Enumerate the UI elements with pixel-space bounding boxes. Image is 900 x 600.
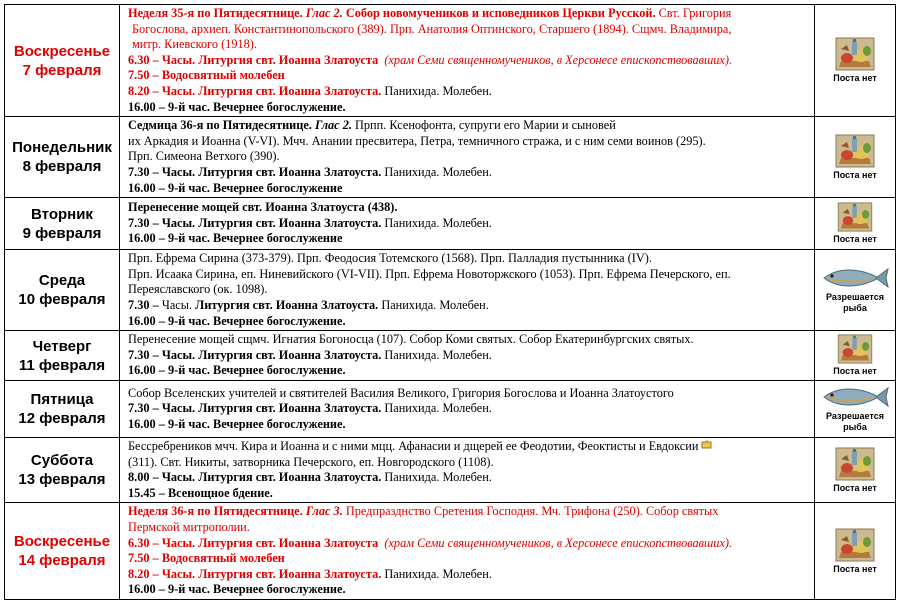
day-row xyxy=(5,503,896,600)
day-description xyxy=(120,503,815,600)
tone: Глас 2. xyxy=(314,118,352,133)
day-cell xyxy=(5,503,120,600)
day-cell xyxy=(5,117,120,198)
service-rest: Панихида. Молебен. xyxy=(384,164,492,179)
day-row xyxy=(5,381,896,438)
service-line xyxy=(128,417,810,433)
service-rest: Панихида. Молебен. xyxy=(381,297,489,312)
weekday: Суббота xyxy=(30,452,94,470)
service-name: 9-й час. Вечернее богослужение. xyxy=(167,313,346,328)
service-time: 8.00 – xyxy=(128,470,159,485)
service-line xyxy=(128,84,810,100)
food-label: Поста нет xyxy=(833,563,877,574)
service-name: Водосвятный молебен xyxy=(161,68,285,83)
lent-free-food-icon xyxy=(835,334,875,364)
fast-cell xyxy=(815,331,896,381)
service-line xyxy=(128,363,810,379)
lent-free-food-icon xyxy=(835,37,875,71)
day-description xyxy=(120,381,815,438)
service-name: Часы. xyxy=(161,297,193,312)
service-time: 16.00 – xyxy=(128,363,165,378)
service-name: 9-й час. Вечернее богослужение. xyxy=(167,582,346,597)
service-time: 16.00 – xyxy=(128,416,165,431)
day-cell xyxy=(5,250,120,331)
fast-cell xyxy=(815,381,896,438)
service-name: 9-й час. Вечернее богослужение. xyxy=(167,363,346,378)
day-row xyxy=(5,5,896,117)
service-line xyxy=(128,401,810,417)
commemoration-line: Свт. Григория xyxy=(658,6,732,20)
service-time: 15.45 – xyxy=(128,485,165,500)
tone: Глас 3. xyxy=(305,504,343,519)
service-time: 7.50 – xyxy=(128,68,159,83)
service-time: 7.30 – xyxy=(128,347,159,362)
commemoration-line: Перенесение мощей сщмч. Игнатия Богоносца (107). Собор Коми святых. Собор Екатеринбургских святых. xyxy=(128,332,694,347)
day-cell xyxy=(5,198,120,250)
service-name: Часы. Литургия свт. Иоанна Златоуста xyxy=(161,52,379,67)
day-cell xyxy=(5,438,120,503)
date: 11 февраля xyxy=(18,356,106,374)
day-cell xyxy=(5,331,120,381)
feast-title: Седмица 36-я по Пятидесятнице. xyxy=(128,118,312,133)
service-note: (храм Семи священномучеников, в Херсонесе епископствовавших). xyxy=(384,535,733,550)
fast-cell xyxy=(815,250,896,331)
service-line xyxy=(128,68,810,84)
service-time: 8.20 – xyxy=(128,83,159,98)
service-rest: Панихида. Молебен. xyxy=(384,83,492,98)
fish-icon xyxy=(820,266,890,290)
service-time: 7.30 – xyxy=(128,297,159,312)
service-rest: Панихида. Молебен. xyxy=(384,401,492,416)
service-time: 7.50 – xyxy=(128,551,159,566)
service-line xyxy=(128,536,810,552)
date: 8 февраля xyxy=(22,158,102,176)
day-cell xyxy=(5,381,120,438)
food-label: Разрешается рыба xyxy=(826,411,884,433)
weekday: Понедельник xyxy=(12,139,112,157)
service-time: 16.00 – xyxy=(128,99,165,114)
day-row xyxy=(5,331,896,381)
service-name: Часы. Литургия свт. Иоанна Златоуста. xyxy=(161,566,382,581)
fast-cell xyxy=(815,5,896,117)
service-name: 9-й час. Вечернее богослужение. xyxy=(167,99,346,114)
weekday: Пятница xyxy=(30,391,94,409)
commemoration-line: Предпразднство Сретения Господня. Мч. Трифона (250). Собор святых xyxy=(345,504,719,519)
schedule-table xyxy=(4,4,896,600)
service-rest: Панихида. Молебен. xyxy=(384,566,492,581)
service-line xyxy=(128,567,810,583)
service-name: Часы. Литургия свт. Иоанна Златоуста. xyxy=(161,470,382,485)
service-time: 7.30 – xyxy=(128,164,159,179)
date: 12 февраля xyxy=(18,410,106,428)
fast-cell xyxy=(815,198,896,250)
service-time: 6.30 – xyxy=(128,52,159,67)
service-time: 8.20 – xyxy=(128,566,159,581)
commemoration-line: их Аркадия и Иоанна (V-VI). Мчч. Анании пресвитера, Петра, темничного стража, и с ним семи воинов (295). xyxy=(128,133,706,148)
weekday: Четверг xyxy=(32,337,92,355)
service-time: 7.30 – xyxy=(128,215,159,230)
food-label: Поста нет xyxy=(833,169,877,180)
service-line xyxy=(128,181,810,197)
date: 13 февраля xyxy=(18,471,106,489)
service-line xyxy=(128,551,810,567)
service-line xyxy=(128,216,810,232)
feast-title-rest: Собор новомучеников и исповедников Церкви Русской. xyxy=(345,6,656,20)
service-line xyxy=(128,100,810,116)
service-line xyxy=(128,486,810,502)
lent-free-food-icon xyxy=(835,202,875,232)
day-row xyxy=(5,117,896,198)
commemoration-line: Прпп. Ксенофонта, супруги его Марии и сыновей xyxy=(355,118,616,133)
service-line xyxy=(128,470,810,486)
service-name: Часы. Литургия свт. Иоанна Златоуста. xyxy=(161,83,382,98)
date: 9 февраля xyxy=(22,224,102,242)
day-row xyxy=(5,198,896,250)
commemoration-line: Прп. Исаака Сирина, еп. Ниневийского (VI-VII). Прп. Ефрема Новоторжского (1053). Прп. Ефрема Печерского, еп. xyxy=(128,266,731,281)
weekday: Вторник xyxy=(31,205,93,223)
service-rest: Панихида. Молебен. xyxy=(384,347,492,362)
weekday: Воскресенье xyxy=(13,533,111,551)
commemoration-line: Прп. Ефрема Сирина (373-379). Прп. Феодосия Тотемского (1568). Прп. Палладия пустынника (IV). xyxy=(128,251,652,266)
date: 10 февраля xyxy=(18,291,106,309)
day-description xyxy=(120,438,815,503)
food-label: Поста нет xyxy=(833,234,877,245)
service-name: Часы. Литургия свт. Иоанна Златоуста. xyxy=(161,164,382,179)
food-label: Поста нет xyxy=(833,366,877,377)
lent-free-food-icon xyxy=(835,134,875,168)
day-description xyxy=(120,5,815,117)
commemoration-line: митр. Киевского (1918). xyxy=(132,37,257,52)
weekday: Среда xyxy=(38,272,86,290)
feast-title: Неделя 35-я по Пятидесятнице. xyxy=(128,6,303,20)
food-label: Поста нет xyxy=(833,73,877,84)
service-name: Всенощное бдение. xyxy=(167,485,273,500)
service-name: Водосвятный молебен xyxy=(161,551,285,566)
service-line xyxy=(128,348,810,364)
service-rest: Панихида. Молебен. xyxy=(384,470,492,485)
day-description xyxy=(120,198,815,250)
service-line xyxy=(128,314,810,330)
commemoration-line: Собор Вселенских учителей и святителей Василия Великого, Григория Богослова и Иоанна Златоустого xyxy=(128,385,674,400)
day-cell xyxy=(5,5,120,117)
service-line xyxy=(128,231,810,247)
feast-title: Перенесение мощей свт. Иоанна Златоуста (438). xyxy=(128,200,398,215)
service-time: 7.30 – xyxy=(128,401,159,416)
service-line xyxy=(128,298,810,314)
lent-free-food-icon xyxy=(835,447,875,481)
day-description xyxy=(120,117,815,198)
service-name: 9-й час. Вечернее богослужение xyxy=(167,231,343,246)
weekday: Воскресенье xyxy=(13,42,111,60)
service-line xyxy=(128,165,810,181)
feast-title: Неделя 36-я по Пятидесятнице. xyxy=(128,504,303,519)
commemoration-line: Бессребреников мчч. Кира и Иоанна и с ними мцц. Афанасии и дщерей ее Феодотии, Феоктисты и Евдоксии xyxy=(128,439,699,454)
service-rest: Панихида. Молебен. xyxy=(384,215,492,230)
service-time: 6.30 – xyxy=(128,535,159,550)
service-name: Часы. Литургия свт. Иоанна Златоуста. xyxy=(161,401,382,416)
food-label: Поста нет xyxy=(833,482,877,493)
service-time: 16.00 – xyxy=(128,231,165,246)
fast-cell xyxy=(815,117,896,198)
service-name: Литургия свт. Иоанна Златоуста. xyxy=(195,297,379,312)
commemoration-line: Прп. Симеона Ветхого (390). xyxy=(128,149,280,164)
service-time: 16.00 – xyxy=(128,313,165,328)
service-name: 9-й час. Вечернее богослужение. xyxy=(167,416,346,431)
day-description xyxy=(120,250,815,331)
service-note: (храм Семи священномучеников, в Херсонесе епископствовавших). xyxy=(384,52,733,67)
lent-free-food-icon xyxy=(835,528,875,562)
service-line xyxy=(128,53,810,69)
service-name: Часы. Литургия свт. Иоанна Златоуста. xyxy=(161,347,382,362)
date: 14 февраля xyxy=(18,552,106,570)
day-row xyxy=(5,438,896,503)
commemoration-line: Пермской митрополии. xyxy=(128,520,250,535)
food-label: Разрешается рыба xyxy=(826,292,884,314)
service-name: 9-й час. Вечернее богослужение xyxy=(167,180,343,195)
service-time: 16.00 – xyxy=(128,180,165,195)
date: 7 февраля xyxy=(22,61,102,79)
day-row xyxy=(5,250,896,331)
commemoration-line: Переяславского (ок. 1098). xyxy=(128,282,268,297)
commemoration-line: (311). Свт. Никиты, затворника Печерского, еп. Новгородского (1108). xyxy=(128,454,494,469)
service-name: Часы. Литургия свт. Иоанна Златоуста xyxy=(161,535,379,550)
tone: Глас 2. xyxy=(305,6,343,20)
fish-icon xyxy=(820,385,890,409)
service-name: Часы. Литургия свт. Иоанна Златоуста. xyxy=(161,215,382,230)
candle-icon xyxy=(701,439,712,449)
day-description xyxy=(120,331,815,381)
service-time: 16.00 – xyxy=(128,582,165,597)
fast-cell xyxy=(815,438,896,503)
commemoration-line: Богослова, архиеп. Константинопольского (389). Прп. Анатолия Оптинского, Старшего (1894). Сщмч. Владимира, xyxy=(132,21,732,36)
fast-cell xyxy=(815,503,896,600)
